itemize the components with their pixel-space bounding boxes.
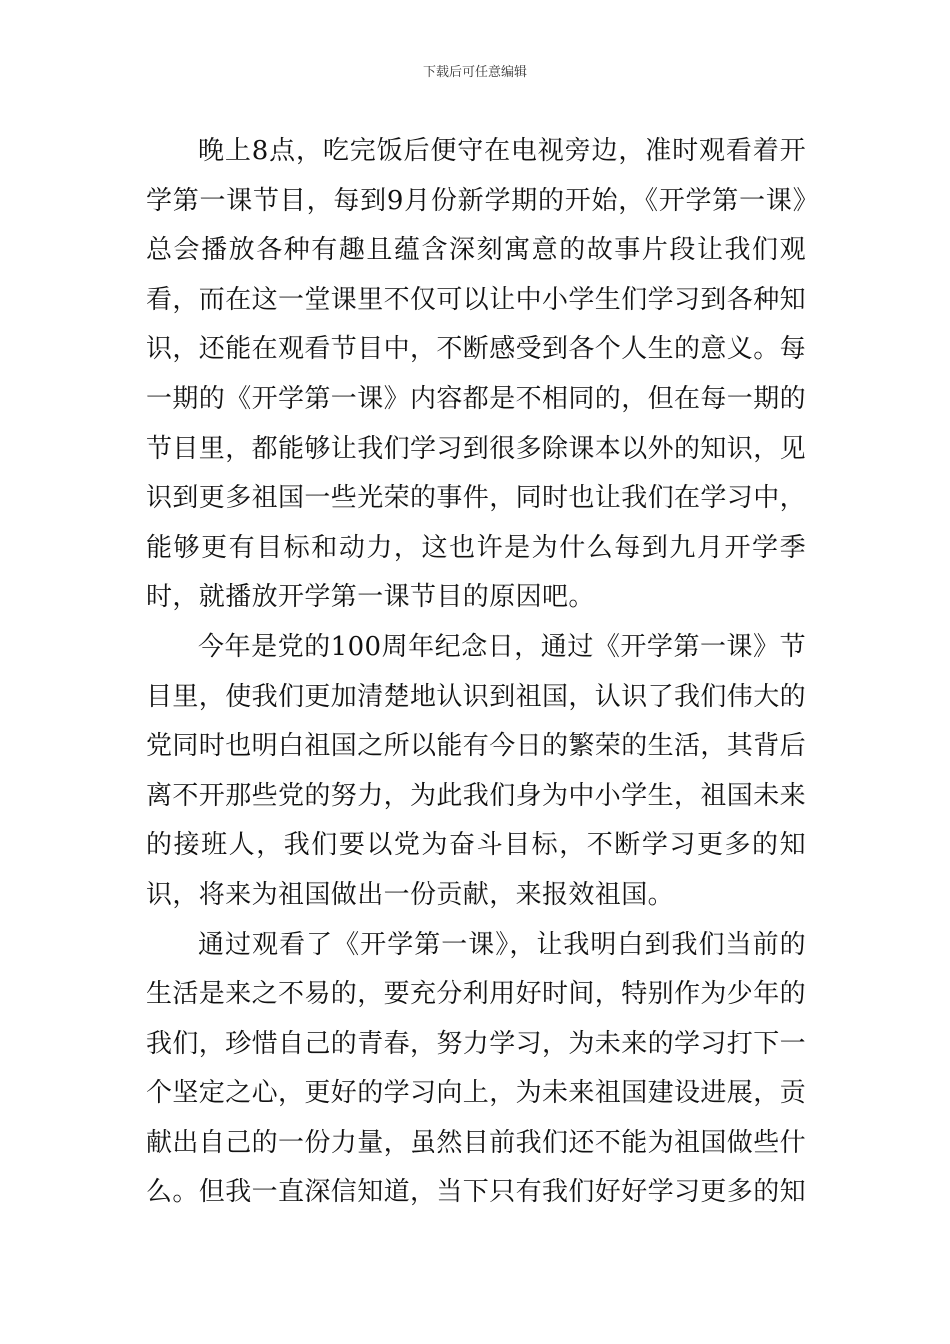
document-body <box>146 127 806 1218</box>
page-header: 下载后可任意编辑 <box>422 65 527 80</box>
paragraph-1: 晚上8点，吃完饭后便守在电视旁边，准时观看着开学第一课节目，每到9月份新学期的开始，《开学第一课》总会播放各种有趣且蕴含深刻寓意的故事片段让我们观看，而在这一堂课里不仅可以让中小学生们学习到各种知识，还能在观看节目中，不断感受到各个人生的意义。每一期的《开学第一课》内容都是不相同的，但在每一期的节目里，都能够让我们学习到很多除课本以外的知识，见识到更多祖国一些光荣的事件，同时也让我们在学习中，能够更有目标和动力，这也许是为什么每到九月开学季时，就播放开学第一课节目的原因吧。 <box>146 136 807 613</box>
paragraph-3: 通过观看了《开学第一课》，让我明白到我们当前的生活是来之不易的，要充分利用好时间，特别作为少年的我们，珍惜自己的青春，努力学习，为未来的学习打下一个坚定之心，更好的学习向上，为未来祖国建设进展，贡献出自己的一份力量，虽然目前我们还不能为祖国做些什么。但我一直深信知道，当下只有我们好好学习更多的知 <box>146 929 807 1208</box>
paragraph-2: 今年是党的100周年纪念日，通过《开学第一课》节目里，使我们更加清楚地认识到祖国，认识了我们伟大的党同时也明白祖国之所以能有今日的繁荣的生活，其背后离不开那些党的努力，为此我们身为中小学生，祖国未来的接班人，我们要以党为奋斗目标，不断学习更多的知识，将来为祖国做出一份贡献，来报效祖国。 <box>146 631 807 910</box>
